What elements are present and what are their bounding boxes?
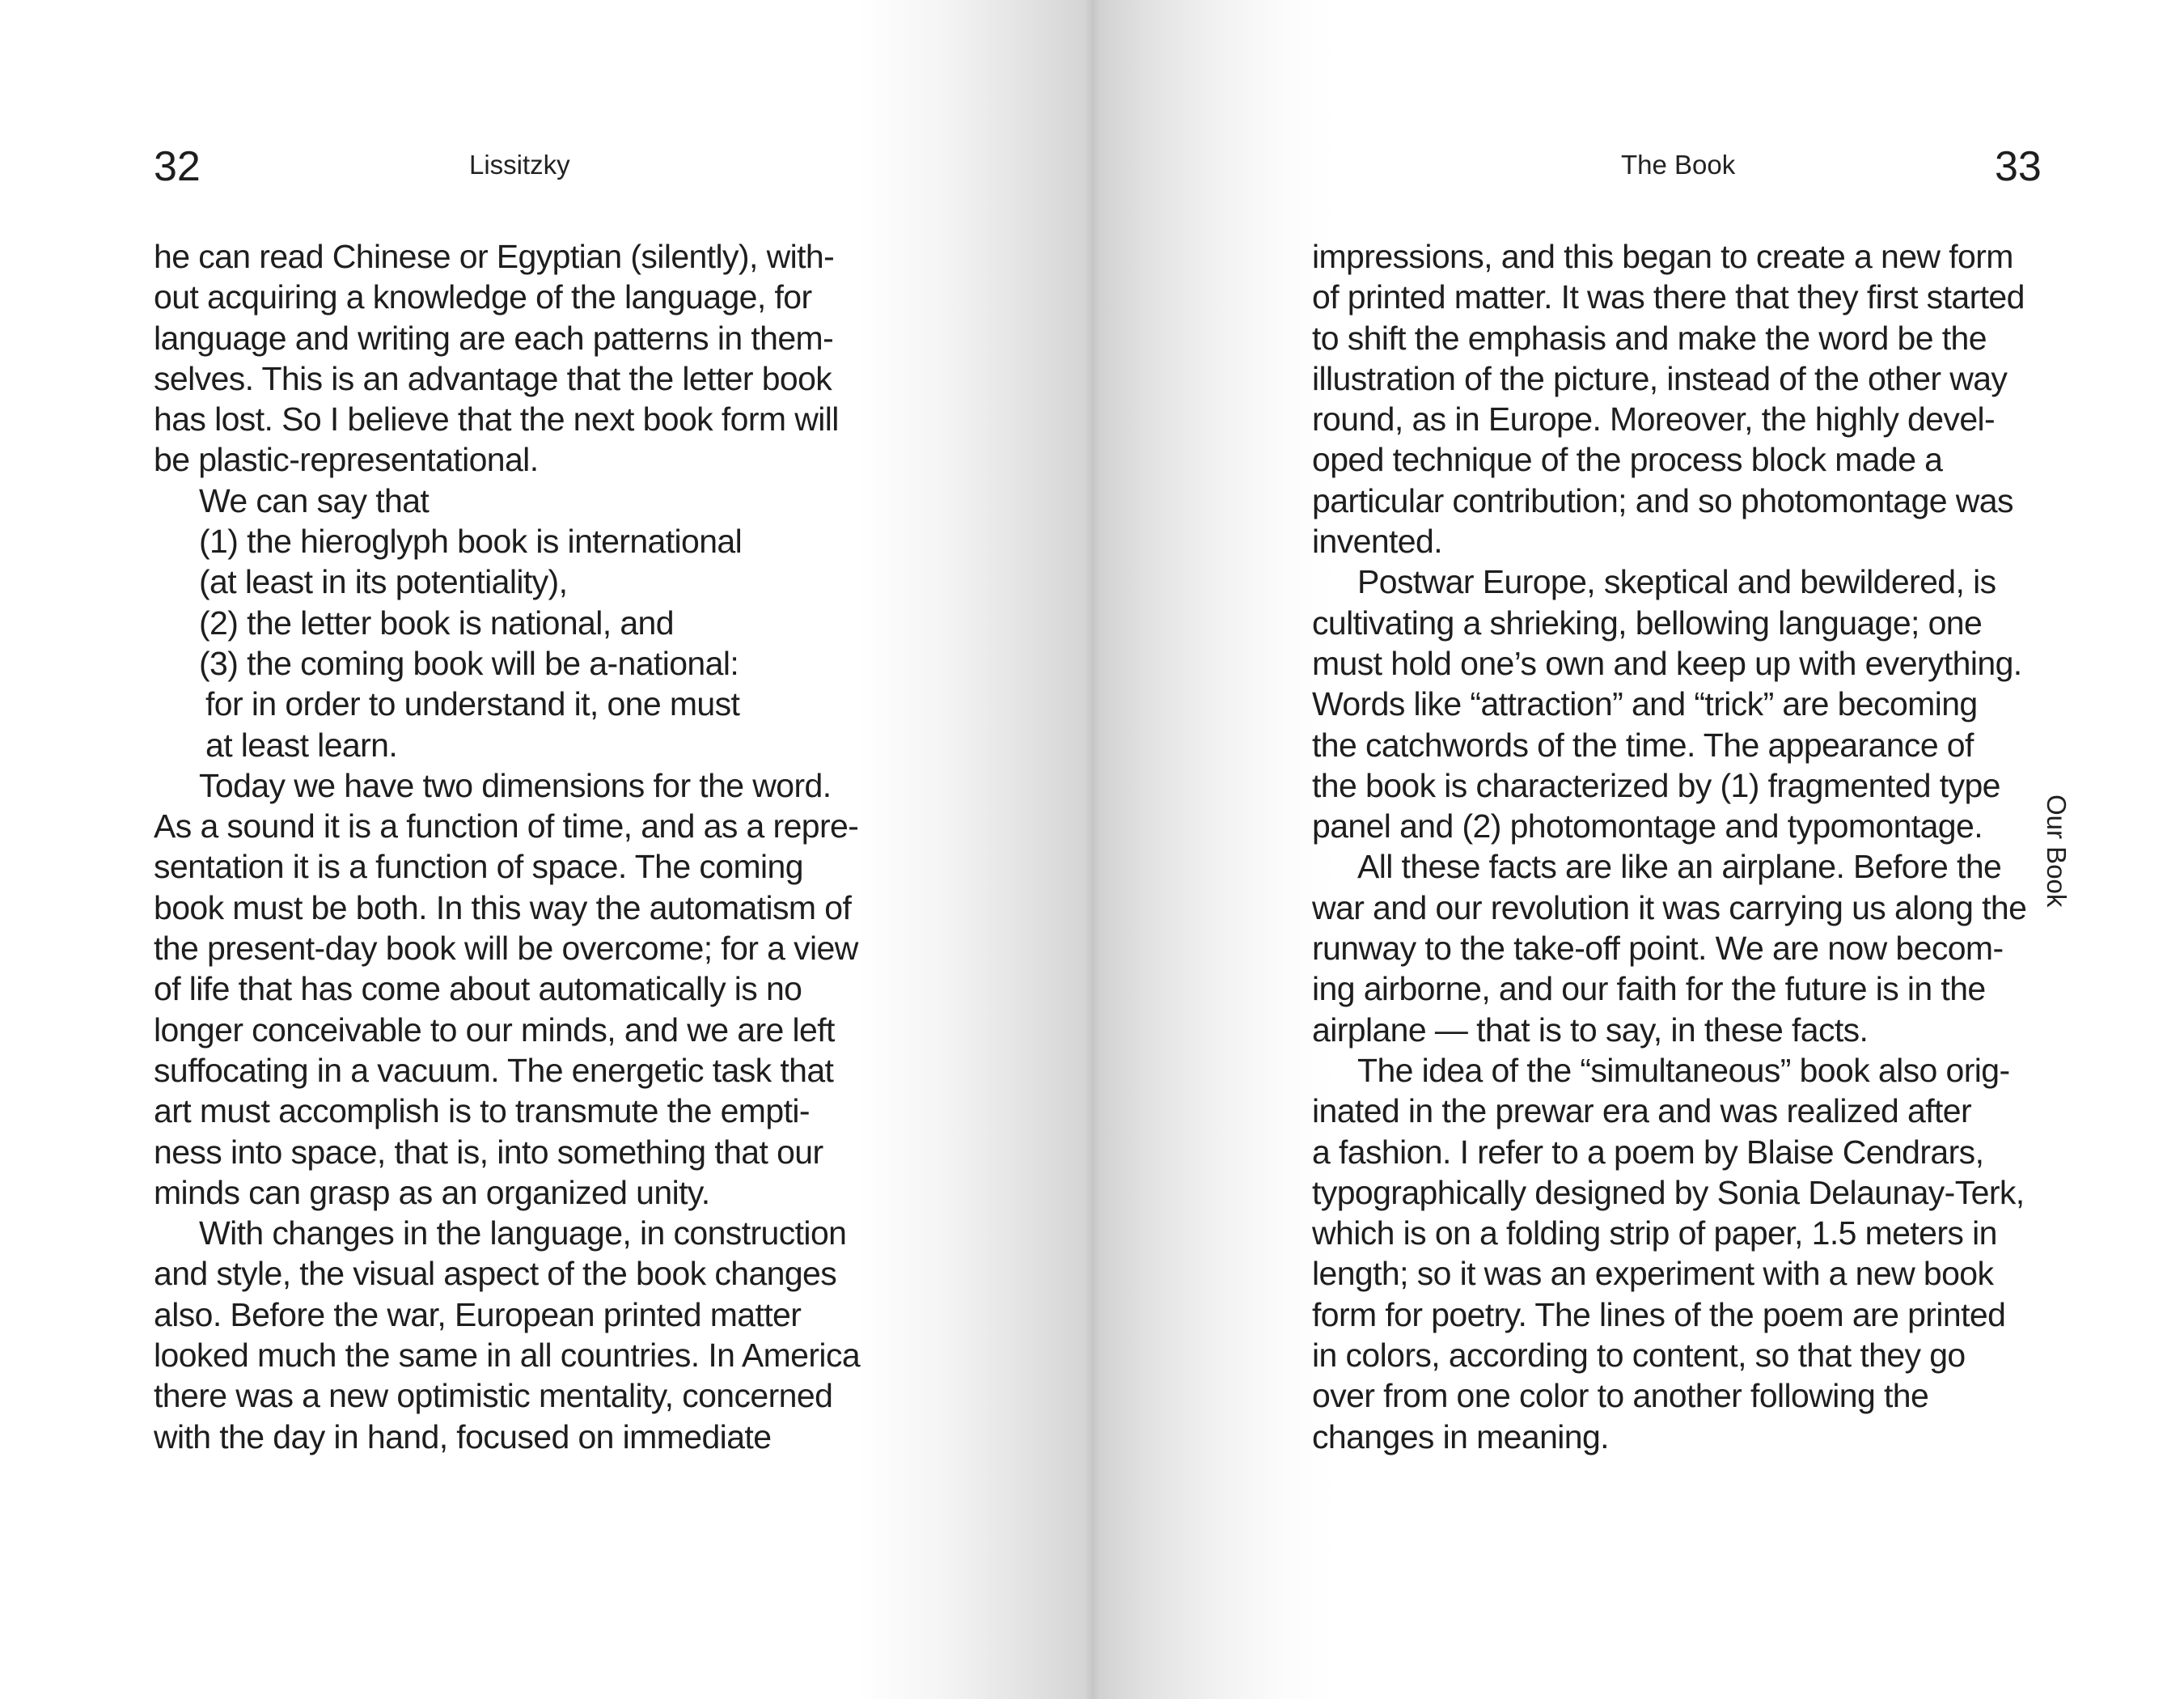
list-item: for in order to understand it, one must bbox=[205, 685, 740, 723]
text-line: All these facts are like an airplane. Before the bbox=[1357, 848, 2002, 886]
text-line: be plastic-representational. bbox=[154, 441, 539, 479]
text-line: impressions, and this began to create a new form bbox=[1312, 238, 2013, 275]
text-line: in colors, according to content, so that they go bbox=[1312, 1337, 1966, 1375]
text-line: particular contribution; and so photomontage was bbox=[1312, 481, 2013, 519]
list-item: (1) the hieroglyph book is international bbox=[199, 523, 743, 561]
text-line: of life that has come about automatically is no bbox=[154, 970, 802, 1008]
text-line: length; so it was an experiment with a new book bbox=[1312, 1255, 1994, 1293]
text-line: there was a new optimistic mentality, concerned bbox=[154, 1377, 833, 1415]
text-line: he can read Chinese or Egyptian (silently), with- bbox=[154, 238, 835, 275]
text-line: also. Before the war, European printed matter bbox=[154, 1295, 802, 1333]
text-line: round, as in Europe. Moreover, the highly devel- bbox=[1312, 400, 1996, 439]
running-head-right: The Book bbox=[1621, 150, 1736, 180]
text-line: Postwar Europe, skeptical and bewildered, is bbox=[1357, 563, 1996, 601]
text-line: the present-day book will be overcome; for a view bbox=[154, 930, 858, 968]
text-line: typographically designed by Sonia Delaunay-Terk, bbox=[1312, 1173, 2025, 1211]
text-line: Words like “attraction” and “trick” are becoming bbox=[1312, 685, 1978, 723]
text-line: invented. bbox=[1312, 523, 1443, 561]
text-line: longer conceivable to our minds, and we are left bbox=[154, 1011, 835, 1049]
text-line: changes in meaning. bbox=[1312, 1417, 1609, 1455]
section-side-tab: Our Book bbox=[2042, 794, 2072, 908]
text-line: sentation it is a function of space. The coming bbox=[154, 848, 803, 886]
text-line: illustration of the picture, instead of the other way bbox=[1312, 359, 2008, 397]
text-line: which is on a folding strip of paper, 1.5 meters in bbox=[1312, 1214, 1997, 1252]
text-line: form for poetry. The lines of the poem are printed bbox=[1312, 1295, 2006, 1333]
list-item: at least learn. bbox=[205, 726, 398, 764]
gutter-shadow bbox=[1084, 0, 1100, 1699]
text-line: language and writing are each patterns in them- bbox=[154, 319, 834, 357]
list-item: (2) the letter book is national, and bbox=[199, 604, 674, 642]
running-head-left: Lissitzky bbox=[469, 150, 570, 180]
text-line: art must accomplish is to transmute the empti- bbox=[154, 1092, 810, 1130]
text-line: book must be both. In this way the automatism of bbox=[154, 888, 852, 926]
text-line: As a sound it is a function of time, and as a repre- bbox=[154, 807, 859, 845]
page-number-left: 32 bbox=[154, 143, 201, 190]
text-line: looked much the same in all countries. In America bbox=[154, 1337, 861, 1375]
text-line: ing airborne, and our faith for the future is in the bbox=[1312, 970, 1986, 1008]
text-line: has lost. So I believe that the next book form will bbox=[154, 400, 839, 439]
text-line: runway to the take-off point. We are now becom- bbox=[1312, 930, 2004, 968]
body-text-left bbox=[154, 236, 860, 1457]
text-line: oped technique of the process block made a bbox=[1312, 441, 1943, 479]
text-line: to shift the emphasis and make the word be the bbox=[1312, 319, 1987, 357]
page-number-right: 33 bbox=[1995, 143, 2042, 190]
list-item: (at least in its potentiality), bbox=[199, 563, 568, 601]
text-line: inated in the prewar era and was realized after bbox=[1312, 1092, 1972, 1130]
text-line: With changes in the language, in construction bbox=[199, 1214, 847, 1252]
text-line: selves. This is an advantage that the letter book bbox=[154, 359, 832, 397]
list-item: (3) the coming book will be a-national: bbox=[199, 644, 739, 682]
text-line: war and our revolution it was carrying us along the bbox=[1312, 888, 2027, 926]
text-line: over from one color to another following the bbox=[1312, 1377, 1929, 1415]
text-line: The idea of the “simultaneous” book also orig- bbox=[1357, 1051, 2010, 1089]
text-line: with the day in hand, focused on immediate bbox=[154, 1417, 772, 1455]
text-line: ness into space, that is, into something that our bbox=[154, 1133, 823, 1171]
text-line: out acquiring a knowledge of the language, for bbox=[154, 278, 812, 316]
text-line: Today we have two dimensions for the word. bbox=[199, 766, 832, 804]
text-line: of printed matter. It was there that they first started bbox=[1312, 278, 2025, 316]
text-line: minds can grasp as an organized unity. bbox=[154, 1173, 710, 1211]
text-line: airplane — that is to say, in these facts. bbox=[1312, 1011, 1869, 1049]
text-line: panel and (2) photomontage and typomontage. bbox=[1312, 807, 1983, 845]
text-line: We can say that bbox=[199, 481, 430, 519]
text-line: suffocating in a vacuum. The energetic task that bbox=[154, 1051, 834, 1089]
text-line: must hold one’s own and keep up with everything. bbox=[1312, 644, 2022, 682]
text-line: a fashion. I refer to a poem by Blaise Cendrars, bbox=[1312, 1133, 1984, 1171]
text-line: and style, the visual aspect of the book changes bbox=[154, 1255, 837, 1293]
body-text-right bbox=[1312, 236, 2026, 1457]
text-line: the catchwords of the time. The appearance of bbox=[1312, 726, 1974, 764]
text-line: cultivating a shrieking, bellowing language; one bbox=[1312, 604, 1983, 642]
text-line: the book is characterized by (1) fragmented type bbox=[1312, 766, 2000, 804]
